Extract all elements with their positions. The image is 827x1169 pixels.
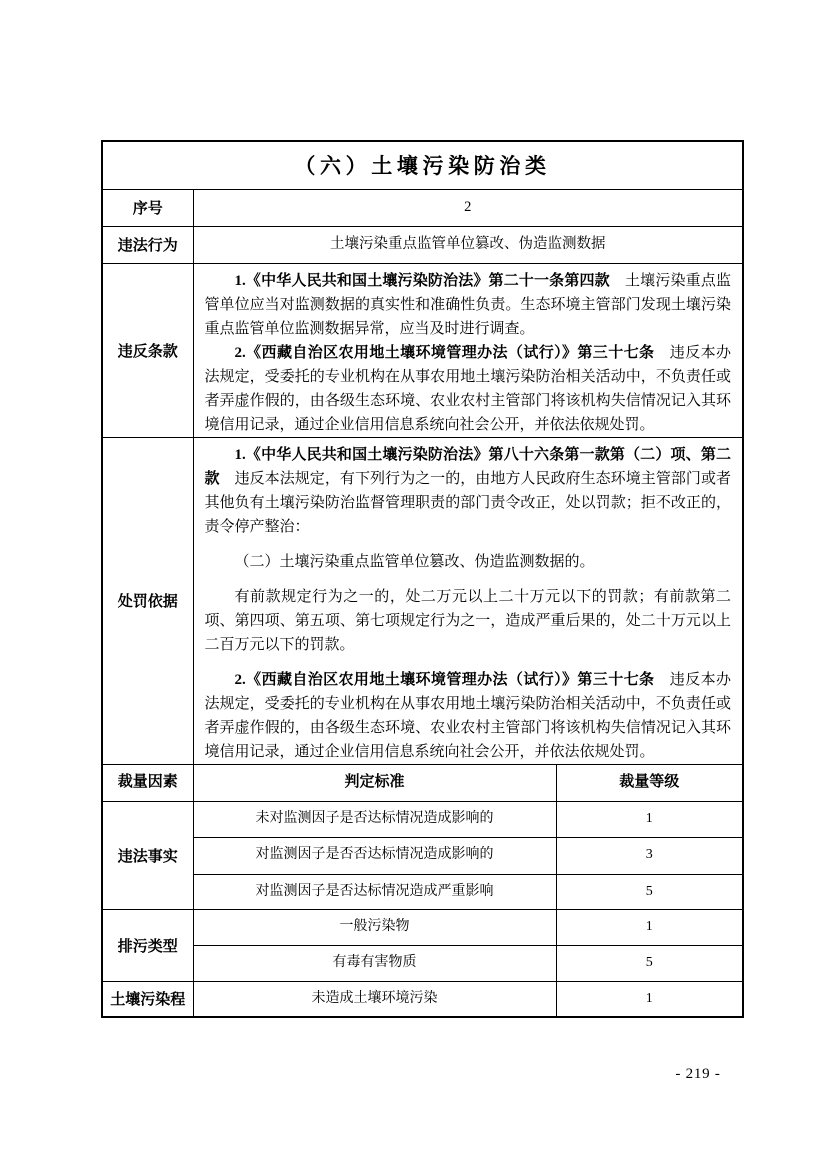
behavior-label: 违法行为 <box>102 226 193 263</box>
criteria-standard: 未造成土壤环境污染 <box>193 981 556 1017</box>
criteria-standard: 一般污染物 <box>193 909 556 945</box>
clause-lead: 2.《西藏自治区农用地土壤环境管理办法（试行）》第三十七条 <box>234 344 655 361</box>
penalty-body: 违反本法规定，有下列行为之一的，由地方人民政府生态环境主管部门或者其他负有土壤污染防治监督管理职责的部门责令改正，处以罚款；拒不改正的，责令停产整治： <box>204 470 732 535</box>
group-label-soil-degree: 土壤污染程 <box>102 981 193 1017</box>
clauses-text <box>193 263 743 437</box>
penalty-body: 有前款规定行为之一的，处二万元以上二十万元以下的罚款；有前款第二项、第四项、第五项、第七项规定行为之一，造成严重后果的，处二十万元以上二百万元以下的罚款。 <box>204 588 732 653</box>
penalty-text <box>193 437 743 764</box>
table-row <box>102 226 743 263</box>
criteria-standard-header: 判定标准 <box>193 764 556 801</box>
table-row <box>102 141 743 189</box>
group-label-facts: 违法事实 <box>102 801 193 909</box>
criteria-level: 3 <box>556 837 743 874</box>
table-row <box>102 801 743 837</box>
clause-body: 土壤污染重点监管单位应当对监测数据的真实性和准确性负责。生态环境主管部门发现土壤污染重点监管单位监测数据异常，应当及时进行调查。 <box>204 272 732 337</box>
penalty-discretion-table <box>101 140 744 1018</box>
table-row <box>102 263 743 437</box>
criteria-level: 1 <box>556 981 743 1017</box>
penalty-paragraph <box>205 550 732 574</box>
table-row <box>102 909 743 945</box>
criteria-level: 5 <box>556 874 743 909</box>
table-row <box>102 189 743 226</box>
clauses-label: 违反条款 <box>102 263 193 437</box>
serial-value: 2 <box>193 189 743 226</box>
penalty-lead: 2.《西藏自治区农用地土壤环境管理办法（试行）》第三十七条 <box>234 671 655 688</box>
penalty-paragraph <box>205 668 732 764</box>
penalty-paragraph <box>205 443 732 539</box>
clause-lead: 1.《中华人民共和国土壤污染防治法》第二十一条第四款 <box>234 272 610 289</box>
criteria-standard: 对监测因子是否达标情况造成严重影响 <box>193 874 556 909</box>
criteria-standard: 有毒有害物质 <box>193 945 556 981</box>
table-row <box>102 837 743 874</box>
criteria-level: 5 <box>556 945 743 981</box>
clause-body: 违反本办法规定，受委托的专业机构在从事农用地土壤污染防治相关活动中，不负责任或者弄虚作假的，由各级生态环境、农业农村主管部门将该机构失信情况记入其环境信用记录，通过企业信用信息系统向社会公开，并依法依规处罚。 <box>204 344 732 433</box>
table-row <box>102 874 743 909</box>
clause-paragraph <box>205 341 732 437</box>
group-label-pollution-type: 排污类型 <box>102 909 193 981</box>
page-number: - 219 - <box>675 1066 721 1082</box>
table-row <box>102 945 743 981</box>
table-title: （六）土壤污染防治类 <box>102 141 743 189</box>
serial-label: 序号 <box>102 189 193 226</box>
penalty-paragraph <box>205 585 732 657</box>
criteria-factor-header: 裁量因素 <box>102 764 193 801</box>
behavior-value: 土壤污染重点监管单位篡改、伪造监测数据 <box>193 226 743 263</box>
penalty-label: 处罚依据 <box>102 437 193 764</box>
criteria-level: 1 <box>556 909 743 945</box>
criteria-standard: 对监测因子是否否达标情况造成影响的 <box>193 837 556 874</box>
table-row <box>102 437 743 764</box>
criteria-header-row <box>102 764 743 801</box>
penalty-body: （二）土壤污染重点监管单位篡改、伪造监测数据的。 <box>234 553 595 570</box>
penalty-body: 违反本办法规定，受委托的专业机构在从事农用地土壤污染防治相关活动中，不负责任或者弄虚作假的，由各级生态环境、农业农村主管部门将该机构失信情况记入其环境信用记录，通过企业信用信息系统向社会公开，并依法依规处罚。 <box>204 671 732 760</box>
table-row <box>102 981 743 1017</box>
criteria-level: 1 <box>556 801 743 837</box>
criteria-level-header: 裁量等级 <box>556 764 743 801</box>
penalty-lead: 1.《中华人民共和国土壤污染防治法》第八十六条第一款第（二）项、第二款 <box>204 446 732 487</box>
clause-paragraph <box>205 269 732 341</box>
criteria-standard: 未对监测因子是否达标情况造成影响的 <box>193 801 556 837</box>
